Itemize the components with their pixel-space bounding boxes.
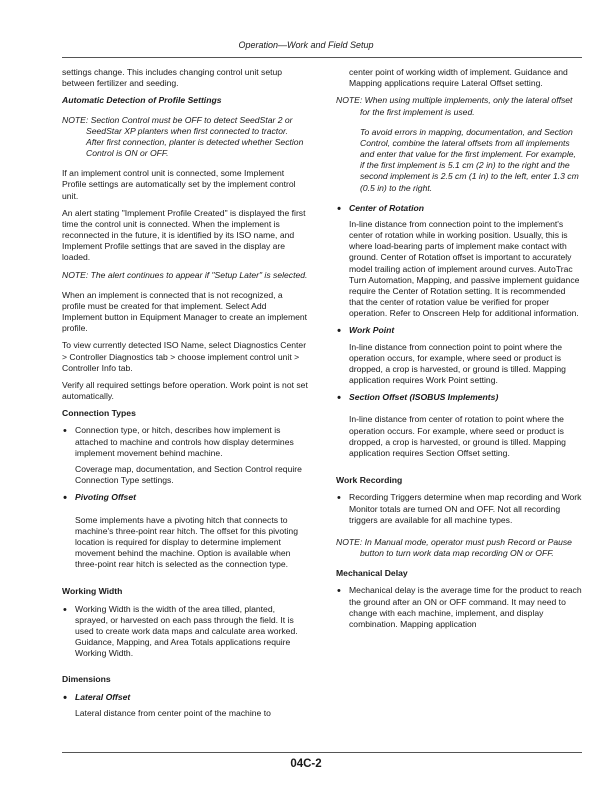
bullet-subtext: Coverage map, documentation, and Section Control require Connection Type settings. [75,463,302,486]
bullet-subtext: In-line distance from connection point to point where the operation occurs, for example, where seed or product is dropped, a crop is harvested, or ground is tilled. Mapping application requires Work Point setting. [349,341,566,386]
page-number: 04C-2 [290,758,322,770]
bullet-item: • Recording Triggers determine when map recording and Work Monitor totals are turned ON and OFF. Not all recording triggers are available for all machine types. [336,492,582,526]
note: NOTE: Section Control must be OFF to detect SeedStar 2 or SeedStar XP planters when first connected to tractor. After first connection, planter is detected whether Section Control is ON or OFF. [62,114,304,159]
bullet-title-work-point: • Work Point [336,325,582,336]
section-heading-auto-detection: Automatic Detection of Profile Settings [62,95,222,106]
bullet-item: • Connection type, or hitch, describes how implement is attached to machine and controls how display determines implement movement behind machine. [62,425,308,459]
bullet-subtext: Some implements have a pivoting hitch that connects to machine's three-point rear hitch. The offset for this pivoting location is required for display to determine implement movement behind the machine. Option is available when three-point rear hitch is selected as the connection type. [75,514,298,570]
bullet-subtext: In-line distance from connection point to the implement's center of rotation while in working position. Usually, this is where load-bearing parts of implement make contact with ground. Center of Rotation offset is important to accurately model trailing action of implement around curves. AutoTrac Turn Automation, Mapping, and passive implement guidance require the Center of Rotation setting. It is recommended that the center of rotation value be verified for proper operation. Refer to Onscreen Help for additional information. [349,218,580,319]
section-heading-mechanical-delay: Mechanical Delay [336,568,408,579]
bullet-title-lateral-offset: • Lateral Offset [62,692,308,703]
paragraph: Verify all required settings before operation. Work point is not set automatically. [62,379,308,402]
bullet-subtext: In-line distance from center of rotation to point where the operation occurs. For example, where seed or product is dropped, a crop is harvested, or ground is tilled. Mapping application requires Section Offset setting. [349,414,566,458]
note: NOTE: In Manual mode, operator must push Record or Pause button to turn work data map recording ON or OFF. [336,536,572,559]
note-subtext: To avoid errors in mapping, documentation, and Section Control, combine the lateral offsets from all implements and enter that value for the first implement. For example, if the first implement is 5.1 cm (2 in) to the right and the second implement is 2.5 cm (1 in) to the left, enter 1.3 cm (0.5 in) to the right. [360,126,579,193]
page-header: Operation—Work and Field Setup [238,40,374,50]
bullet-title-section-offset: • Section Offset (ISOBUS Implements) [336,392,582,403]
paragraph: An alert stating "Implement Profile Created" is displayed the first time the control unit is connected. When the implement is reconnected in the future, it is identified by its ISO name, and Implement Profile settings that are saved in the display are loaded. [62,207,306,263]
note: NOTE: The alert continues to appear if "Setup Later" is selected. [62,269,308,280]
paragraph: If an implement control unit is connected, some Implement Profile settings are automatically set by the implement control unit. [62,168,296,201]
left-column [62,67,308,725]
bullet-title-center-of-rotation: • Center of Rotation [336,203,582,214]
continued-text: center point of working width of implement. Guidance and Mapping applications require Lateral Offset setting. [349,67,568,89]
bullet-title-pivoting-offset: • Pivoting Offset [62,492,308,503]
note: NOTE: When using multiple implements, only the lateral offset for the first implement is used. [336,95,573,117]
section-heading-work-recording: Work Recording [336,475,403,486]
bullet-item: • Mechanical delay is the average time for the product to reach the ground after an ON or OFF command. It may need to change with each machine, implement, and display combination. Mapping application [336,585,582,630]
section-heading-dimensions: Dimensions [62,674,111,685]
footer-rule [62,752,582,753]
section-heading-working-width: Working Width [62,586,123,597]
bullet-subtext: Lateral distance from center point of the machine to [75,707,271,718]
paragraph: When an implement is connected that is not recognized, a profile must be created for that implement. Select Add Implement button in Equipment Manager to create an implement profile. [62,289,308,334]
bullet-item: • Working Width is the width of the area tilled, planted, sprayed, or harvested on each pass through the field. It is used to create work data maps and calculate area worked. Guidance, Mapping, and Area Totals applications require Working Width. [62,604,308,660]
section-heading-connection-types: Connection Types [62,408,136,419]
paragraph: settings change. This includes changing control unit setup between fertilizer and seeding. [62,67,283,89]
header-rule [62,57,582,58]
right-column [336,67,582,635]
paragraph: To view currently detected ISO Name, select Diagnostics Center > Controller Diagnostics tab > choose implement control unit > Controller Info tab. [62,340,307,373]
